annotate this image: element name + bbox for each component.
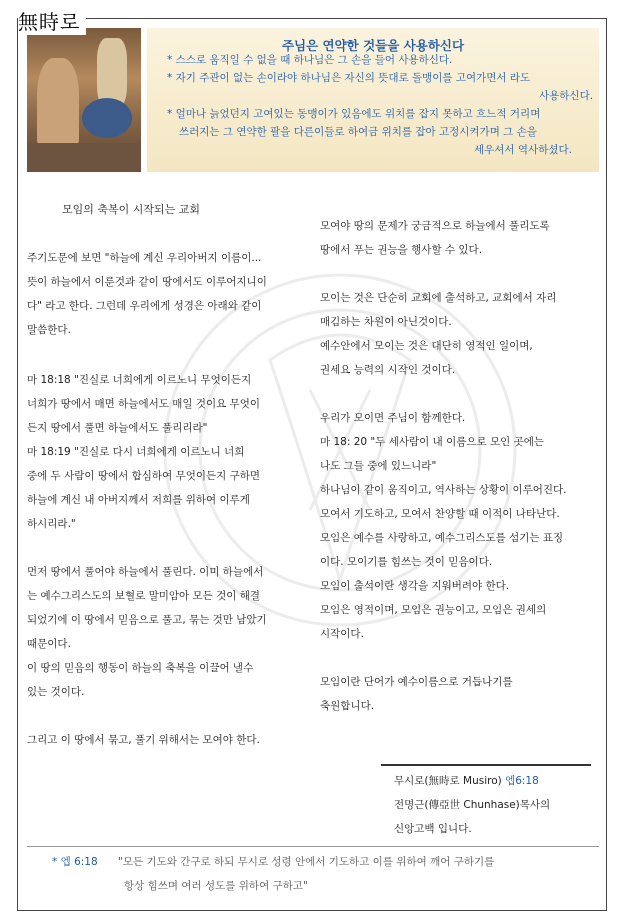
right-line: 모여서 기도하고, 모여서 찬양할 때 이적이 나타난다. [320,508,560,520]
left-line: 든지 땅에서 풀면 하늘에서도 풀리리라" [27,422,208,434]
signature-rule [381,764,591,766]
right-line: 이다. 모이기를 힘쓰는 것이 믿음이다. [320,556,493,568]
right-line: 모임은 예수를 사랑하고, 예수그리스도를 섬기는 표징 [320,532,564,544]
right-line: 모임이란 단어가 예수이름으로 거듭나기를 [320,676,513,688]
right-line: 권세요 능력의 시작인 것이다. [320,364,456,376]
left-line: 다" 라고 한다. 그런데 우리에게 성경은 아래와 같이 [27,300,262,312]
right-line: 하나님이 같이 움직이고, 역사하는 상황이 이루어진다. [320,484,567,496]
right-line: 모임이 출석이란 생각을 지워버려야 한다. [320,580,510,592]
right-line: 나도 그들 중에 있느니라" [320,460,437,472]
right-line: 마 18: 20 "두 세사람이 내 이름으로 모인 곳에는 [320,436,545,448]
right-line: 모임은 영적이며, 모임은 권능이고, 모임은 권세의 [320,604,547,616]
right-line: 시작이다. [320,628,364,640]
right-line: 예수안에서 모이는 것은 대단히 영적인 일이며, [320,340,533,352]
right-line: 매김하는 차원이 아닌것이다. [320,316,452,328]
banner-line: 세우셔서 역사하셨다. [474,144,572,156]
banner-line: * 스스로 움직일 수 없을 때 하나님은 그 손을 들어 사용하신다. [167,54,453,66]
section-heading: 모임의 축복이 시작되는 교회 [62,203,201,216]
signature-line-1 [394,774,539,788]
banner-line: * 자기 주관이 없는 손이라야 하나님은 자신의 뜻대로 돌맹이를 고여가면서 라도 [167,72,531,84]
left-line: 이 땅의 믿음의 행동이 하늘의 축복을 이끌어 낼수 [27,662,254,674]
right-line: 모여야 땅의 문제가 궁금적으로 하늘에서 풀리도록 [320,220,550,232]
footer-ref: * 엡 6:18 [52,856,98,868]
left-line: 하늘에 계신 내 아버지께서 저희를 위하여 이루게 [27,494,250,506]
header-banner [147,28,599,172]
footer-verse-line: 항상 힘쓰며 여러 성도를 위하여 구하고" [124,880,308,892]
left-line: 때문이다. [27,638,71,650]
left-line: 있는 것이다. [27,686,85,698]
left-line: 마 18:18 "진실로 너희에게 이르노니 무엇이든지 [27,374,252,386]
footer-rule [27,846,599,847]
left-line: 너희가 땅에서 매면 하늘에서도 매일 것이요 무엇이 [27,398,261,410]
banner-title: 주님은 연약한 것들을 사용하신다 [281,38,465,53]
signature-ref: 엡6:18 [505,775,539,787]
footer-verse-line: "모든 기도와 간구로 하되 무시로 성령 안에서 기도하고 이를 위하여 깨어 구하기를 [118,856,495,868]
banner-line: * 얼마나 늙었던지 고여있는 동맹이가 있음에도 위치를 잡지 못하고 흐느적 거리며 [167,108,541,120]
left-line: 말씀한다. [27,324,71,336]
signature-name: 무시로(無時로 Musiro) [394,775,502,787]
right-line: 땅에서 푸는 권능을 행사할 수 있다. [320,244,483,256]
left-line: 마 18:19 "진실로 다시 너희에게 이르노니 너희 [27,446,245,458]
right-line: 축원합니다. [320,700,375,712]
left-line: 는 예수그리스도의 보혈로 말미암아 모든 것이 해결 [27,590,261,602]
left-line: 그리고 이 땅에서 묶고, 풀기 위해서는 모여야 한다. [27,734,260,746]
banner-line: 쓰러지는 그 연약한 팔을 다른이들로 하여금 위치를 잡아 고정시켜가며 그 손을 [179,126,537,138]
right-line: 모이는 것은 단순히 교회에 출석하고, 교회에서 자리 [320,292,557,304]
left-line: 되었기에 이 땅에서 믿음으로 풀고, 묶는 것만 남았기 [27,614,267,626]
signature-line-2: 전명근(傳亞世 Chunhase)목사의 [394,799,551,811]
left-line: 주기도문에 보면 "하늘에 계신 우리아버지 이름이... [27,252,262,264]
header-section [27,28,599,172]
banner-line: 사용하신다. [539,90,594,102]
left-line: 뜻이 하늘에서 이룬것과 같이 땅에서도 이루어지니이 [27,276,267,288]
left-line: 먼저 땅에서 풀어야 하늘에서 풀린다. 이미 하늘에서 [27,566,264,578]
header-photo [27,28,141,172]
right-line: 우리가 모이면 주님이 함께한다. [320,412,466,424]
page-title: 無時로 [18,6,86,35]
signature-line-3: 신앙고백 입니다. [394,823,472,835]
left-line: 하시리라." [27,518,76,530]
left-line: 중에 두 사람이 땅에서 합심하여 무엇이든지 구하면 [27,470,261,482]
